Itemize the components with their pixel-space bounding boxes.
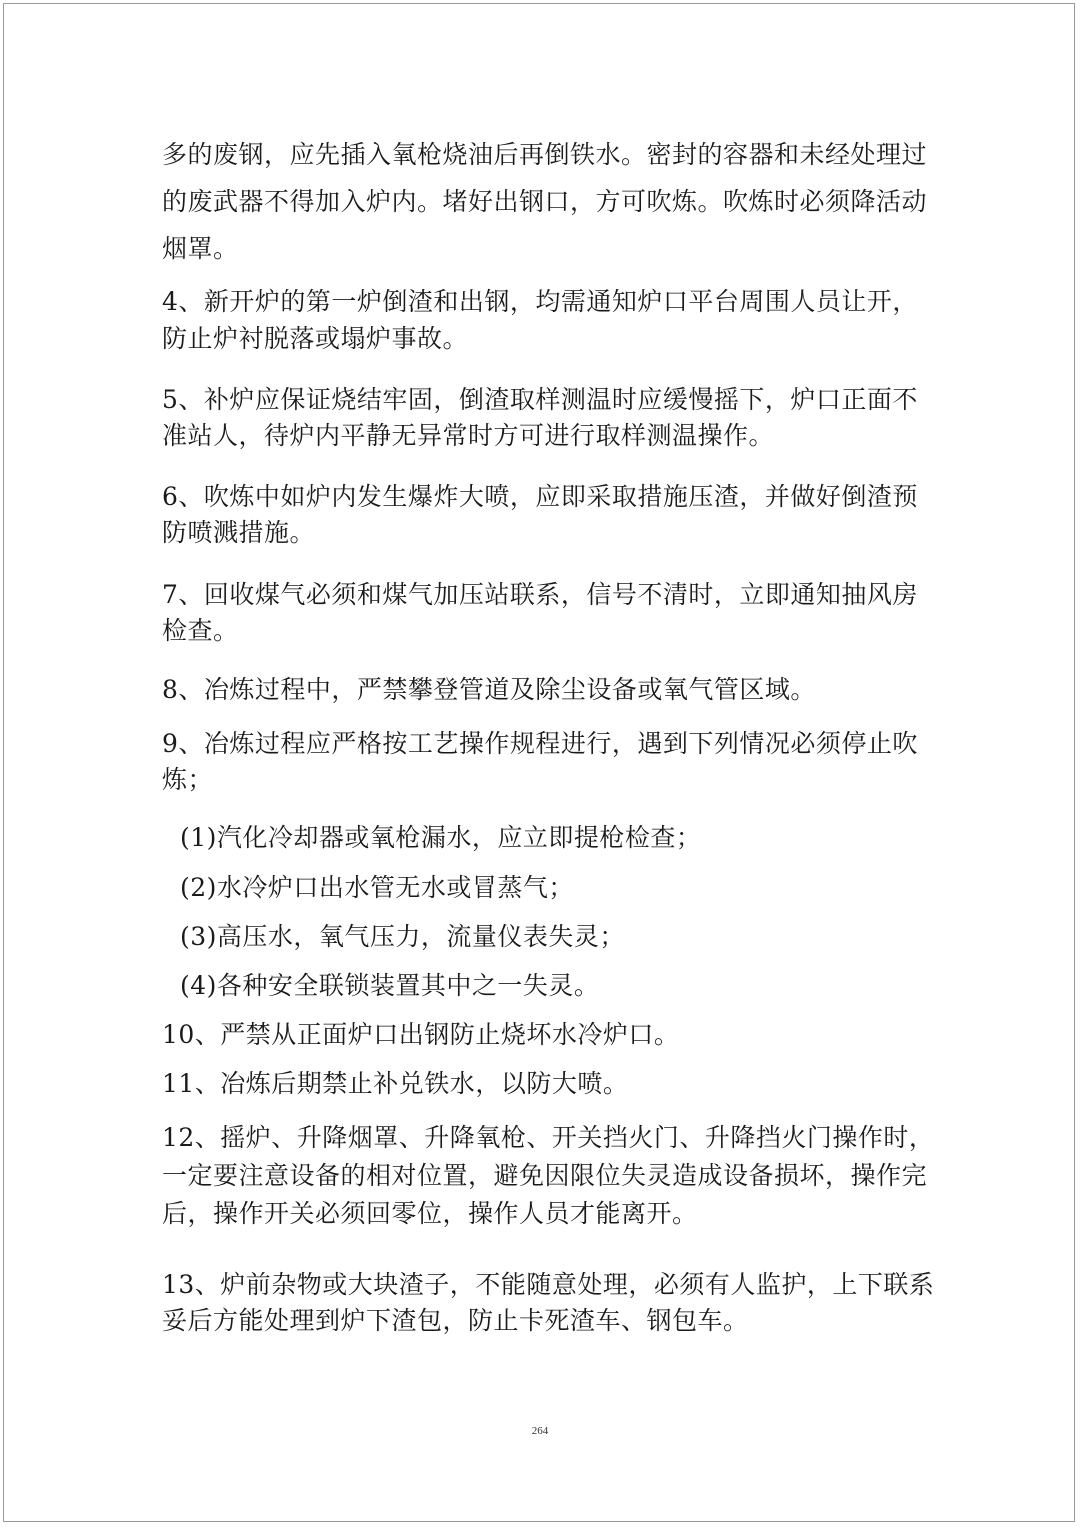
rule-item-9-line-2: 炼； — [162, 765, 214, 794]
rule-item-12-line-2: 一定要注意设备的相对位置，避免因限位失灵造成设备损坏，操作完 — [162, 1161, 928, 1190]
rule-item-10-line-1: 10、严禁从正面炉口出钢防止烧坏水冷炉口。 — [162, 1020, 680, 1049]
rule-item-7-line-2: 检查。 — [162, 616, 239, 645]
rule-item-4-line-1: 4、新开炉的第一炉倒渣和出钢，均需通知炉口平台周围人员让开， — [162, 287, 918, 316]
rule-item-4-line-2: 防止炉衬脱落或塌炉事故。 — [162, 324, 469, 353]
rule-item-13-line-2: 妥后方能处理到炉下渣包，防止卡死渣车、钢包车。 — [162, 1306, 749, 1335]
rule-item-13-line-1: 13、炉前杂物或大块渣子，不能随意处理，必须有人监护，上下联系 — [162, 1270, 935, 1299]
page-number: 264 — [531, 1425, 549, 1437]
paragraph-continuation-line-3: 烟罩。 — [162, 234, 239, 263]
rule-item-6-line-1: 6、吹炼中如炉内发生爆炸大喷，应即采取措施压渣，并做好倒渣预 — [162, 482, 918, 511]
sub-item-1: (1)汽化冷却器或氧枪漏水，应立即提枪检查； — [180, 823, 702, 852]
rule-item-5-line-2: 准站人，待炉内平静无异常时方可进行取样测温操作。 — [162, 421, 775, 450]
paragraph-continuation-line-2: 的废武器不得加入炉内。堵好出钢口，方可吹炼。吹炼时必须降活动 — [162, 187, 928, 216]
rule-item-6-line-2: 防喷溅措施。 — [162, 518, 316, 547]
rule-item-5-line-1: 5、补炉应保证烧结牢固，倒渣取样测温时应缓慢摇下，炉口正面不 — [162, 385, 918, 414]
rule-item-8-line-1: 8、冶炼过程中，严禁攀登管道及除尘设备或氧气管区域。 — [162, 675, 816, 704]
paragraph-continuation-line-1: 多的废钢，应先插入氧枪烧油后再倒铁水。密封的容器和未经处理过 — [162, 140, 928, 169]
sub-item-2: (2)水冷炉口出水管无水或冒蒸气； — [180, 873, 574, 902]
rule-item-7-line-1: 7、回收煤气必须和煤气加压站联系，信号不清时，立即通知抽风房 — [162, 580, 918, 609]
sub-item-4: (4)各种安全联锁装置其中之一失灵。 — [180, 971, 600, 1000]
rule-item-12-line-1: 12、摇炉、升降烟罩、升降氧枪、开关挡火门、升降挡火门操作时， — [162, 1123, 935, 1152]
rule-item-11-line-1: 11、冶炼后期禁止补兑铁水，以防大喷。 — [162, 1069, 629, 1098]
rule-item-9-line-1: 9、冶炼过程应严格按工艺操作规程进行，遇到下列情况必须停止吹 — [162, 729, 918, 758]
sub-item-3: (3)高压水，氧气压力，流量仪表失灵； — [180, 922, 625, 951]
rule-item-12-line-3: 后，操作开关必须回零位，操作人员才能离开。 — [162, 1199, 698, 1228]
